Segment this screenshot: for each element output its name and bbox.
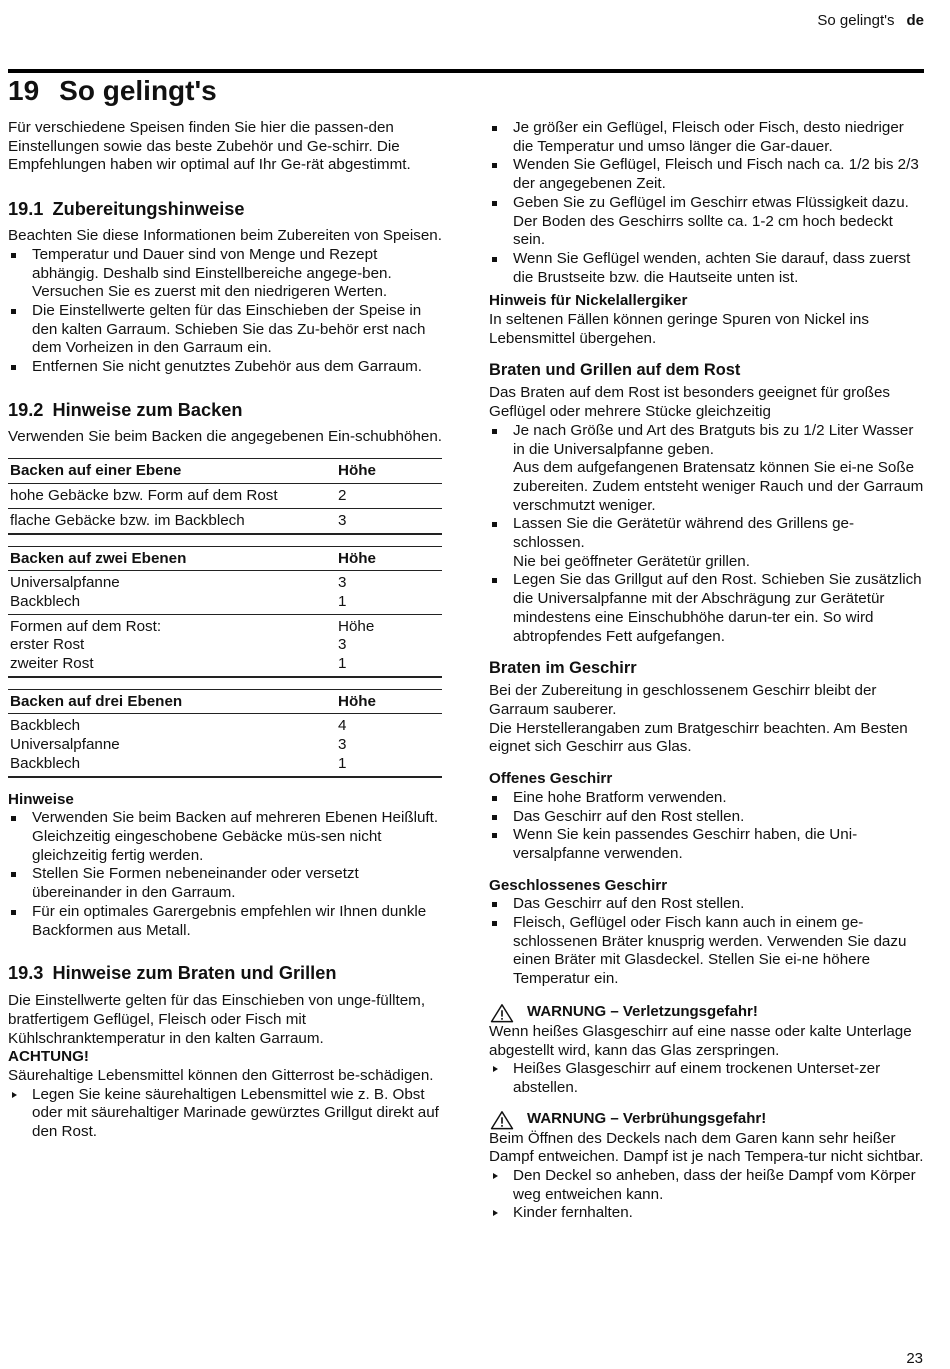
list-item: [489, 515, 925, 571]
page-number: 23: [906, 1350, 923, 1367]
section-19-1-bullets: [8, 246, 442, 377]
item-text: Lassen Sie die Gerätetür während des Grillens ge-schlossen.: [513, 515, 855, 552]
table-cell: flache Gebäcke bzw. im Backblech: [8, 508, 336, 533]
nickel-title: Hinweis für Nickelallergiker: [489, 292, 688, 310]
cell-line: Höhe: [338, 617, 375, 635]
cell-line: 1: [338, 592, 347, 610]
table-cell: 3: [336, 508, 442, 533]
list-item: Entfernen Sie nicht genutztes Zubehör aus dem Garraum.: [8, 358, 442, 377]
geschirr-p1: Bei der Zubereitung in geschlossenem Geschirr bleibt der Garraum sauberer.: [489, 682, 877, 718]
table-header-cell: Backen auf zwei Ebenen: [8, 546, 336, 571]
warning-scald-steps: [489, 1167, 925, 1223]
chapter-intro: Für verschiedene Speisen finden Sie hier die passen-den Einstellungen sowie das beste Zubehör und Ge-schirr. Die Empfehlungen haben wir optimal auf Ihr Ge-rät abgestimmt.: [8, 119, 411, 174]
left-column: [8, 119, 442, 1142]
table-cell: [8, 571, 336, 614]
geschirr-p2: Die Herstellerangaben zum Bratgeschirr beachten. Am Besten eignet sich Geschirr aus Glas.: [489, 719, 908, 756]
list-item: Wenn Sie Geflügel wenden, achten Sie darauf, dass zuerst die Brustseite bzw. die Hautseite unten ist.: [489, 250, 925, 287]
list-item: Legen Sie keine säurehaltigen Lebensmittel wie z. B. Obst oder mit säurehaltiger Marinade gewürztes Grillgut direkt auf den Rost.: [8, 1086, 442, 1142]
list-item: Geben Sie zu Geflügel im Geschirr etwas Flüssigkeit dazu. Der Boden des Geschirrs sollte ca. 1-2 cm hoch bedeckt sein.: [489, 194, 925, 250]
list-item: Heißes Glasgeschirr auf einem trockenen Unterset-zer abstellen.: [489, 1060, 925, 1097]
table-cell: [336, 614, 442, 677]
chapter-title: [8, 74, 217, 108]
table-header-cell: Höhe: [336, 546, 442, 571]
list-item: [489, 422, 925, 516]
header-rule: [8, 69, 924, 73]
table-row: [8, 484, 442, 509]
cell-line: Formen auf dem Rost:: [10, 617, 162, 635]
table-header-cell: Backen auf drei Ebenen: [8, 689, 336, 714]
list-item: Eine hohe Bratform verwenden.: [489, 789, 925, 808]
section-title: Hinweise zum Braten und Grillen: [52, 963, 337, 984]
list-item: Temperatur und Dauer sind von Menge und Rezept abhängig. Deshalb sind Einstellbereiche angege-ben. Versuchen Sie es zuerst mit den niedrigeren Werten.: [8, 246, 442, 302]
geschirr-heading: Braten im Geschirr: [489, 659, 637, 678]
geschlossen-list: [489, 895, 925, 989]
section-19-1-intro: Beachten Sie diese Informationen beim Zubereiten von Speisen.: [8, 227, 442, 245]
achtung-text: Säurehaltige Lebensmittel können den Gitterrost be-schädigen.: [8, 1067, 434, 1085]
offen-title: Offenes Geschirr: [489, 770, 613, 788]
table-cell: [8, 714, 336, 777]
section-title: Zubereitungshinweise: [52, 199, 245, 220]
geschlossen-title: Geschlossenes Geschirr: [489, 876, 668, 894]
list-item: Fleisch, Geflügel oder Fisch kann auch in einem ge-schlossenen Bräter knusprig werden. Verwenden Sie dazu einen Bräter mit Glasdeckel. Stellen Sie ei-ne höhere Temperatur ein.: [489, 914, 925, 989]
warning-title: WARNUNG – Verletzungsgefahr!: [527, 1003, 758, 1021]
list-item: Wenden Sie Geflügel, Fleisch und Fisch nach ca. 1/2 bis 2/3 der angegebenen Zeit.: [489, 156, 925, 193]
item-text: Je nach Größe und Art des Bratguts bis zu 1/2 Liter Wasser in die Universalpfanne geben.: [513, 421, 914, 458]
rost-intro: Das Braten auf dem Rost ist besonders geeignet für großes Geflügel oder mehrere Stücke gleichzeitig: [489, 384, 890, 421]
list-item: Wenn Sie kein passendes Geschirr haben, die Uni-versalpfanne verwenden.: [489, 826, 925, 863]
section-19-1-heading: [8, 198, 442, 220]
warning-injury-heading: [489, 1003, 925, 1023]
list-item: Das Geschirr auf den Rost stellen.: [489, 808, 925, 827]
cell-line: 3: [338, 636, 347, 654]
header-language: de: [906, 12, 924, 29]
list-item: Verwenden Sie beim Backen auf mehreren Ebenen Heißluft. Gleichzeitig eingeschobene Gebäcke müs-sen nicht gleichzeitig fertig werden.: [8, 809, 442, 865]
nickel-text: In seltenen Fällen können geringe Spuren von Nickel ins Lebensmittel übergehen.: [489, 311, 869, 347]
list-item: Die Einstellwerte gelten für das Einschieben der Speise in den kalten Garraum. Schieben Sie das Zu-behör erst nach dem Vorheizen in den Garraum ein.: [8, 302, 442, 358]
table-header-row: [8, 689, 442, 714]
list-item: Stellen Sie Formen nebeneinander oder versetzt übereinander in den Garraum.: [8, 865, 442, 902]
cell-line: Universalpfanne: [10, 574, 120, 592]
warning-injury-steps: [489, 1060, 925, 1097]
warning-injury-text: Wenn heißes Glasgeschirr auf eine nasse oder kalte Unterlage abgestellt wird, kann das Glas zerspringen.: [489, 1022, 912, 1059]
cell-line: erster Rost: [10, 636, 85, 654]
table-row: [8, 508, 442, 533]
list-item: Je größer ein Geflügel, Fleisch oder Fisch, desto niedriger die Temperatur und umso länger die Gar-dauer.: [489, 119, 925, 156]
section-number: 19.3: [8, 963, 44, 984]
running-header: [817, 12, 924, 31]
cell-line: Backblech: [10, 754, 81, 772]
rost-heading: Braten und Grillen auf dem Rost: [489, 361, 741, 380]
cell-line: 3: [338, 574, 347, 592]
list-item: Für ein optimales Garergebnis empfehlen wir Ihnen dunkle Backformen aus Metall.: [8, 903, 442, 940]
list-item: Legen Sie das Grillgut auf den Rost. Schieben Sie zusätzlich die Universalpfanne mit der Abschrägung zur Gerätetür mindestens eine Einschubhöhe darun-ter ein. So wird abtropfendes Fett aufgefangen.: [489, 571, 925, 646]
item-subtext: Aus dem aufgefangenen Bratensatz können Sie ei-ne Soße zubereiten. Zudem entsteht weniger Rauch und der Garraum verschmutzt weniger.: [513, 459, 924, 514]
table-header-cell: Backen auf einer Ebene: [8, 459, 336, 484]
chapter-number: 19: [8, 75, 40, 106]
section-19-3-heading: [8, 962, 442, 984]
achtung-title: ACHTUNG!: [8, 1048, 89, 1066]
table-row: [8, 714, 442, 777]
cell-line: zweiter Rost: [10, 655, 94, 673]
section-number: 19.2: [8, 399, 44, 420]
cell-line: 4: [338, 717, 347, 735]
table-header-row: [8, 546, 442, 571]
section-number: 19.1: [8, 199, 44, 220]
cell-line: 3: [338, 736, 347, 754]
table-cell: [8, 614, 336, 677]
baking-levels-table: [8, 458, 442, 777]
section-title: Hinweise zum Backen: [52, 399, 243, 420]
table-cell: [336, 571, 442, 614]
header-section-name: So gelingt's: [817, 12, 895, 29]
section-19-3-intro: Die Einstellwerte gelten für das Einschieben von unge-fülltem, bratfertigem Geflügel, Fleisch oder Fisch mit Kühlschranktemperatur in den kalten Garraum.: [8, 992, 426, 1047]
table-row: [8, 614, 442, 677]
section-19-2-intro: Verwenden Sie beim Backen die angegebenen Ein-schubhöhen.: [8, 427, 443, 445]
cell-line: Backblech: [10, 592, 81, 610]
achtung-steps: [8, 1086, 442, 1142]
table-header-cell: Höhe: [336, 689, 442, 714]
warning-triangle-icon: [489, 1003, 515, 1023]
list-item: Den Deckel so anheben, dass der heiße Dampf vom Körper weg entweichen kann.: [489, 1167, 925, 1204]
cell-line: Backblech: [10, 717, 81, 735]
item-subtext: Nie bei geöffneter Gerätetür grillen.: [513, 552, 750, 570]
offen-list: [489, 789, 925, 864]
rost-list: [489, 422, 925, 646]
section-19-2-heading: [8, 399, 442, 421]
table-header-row: [8, 459, 442, 484]
list-item: Das Geschirr auf den Rost stellen.: [489, 895, 925, 914]
table-header-cell: Höhe: [336, 459, 442, 484]
cell-line: Universalpfanne: [10, 736, 120, 754]
hinweise-title: Hinweise: [8, 790, 74, 808]
hinweise-list: [8, 809, 442, 940]
warning-scald-heading: [489, 1110, 925, 1130]
table-row: [8, 571, 442, 614]
table-cell: hohe Gebäcke bzw. Form auf dem Rost: [8, 484, 336, 509]
warning-triangle-icon: [489, 1110, 515, 1130]
right-column: [489, 119, 925, 1223]
table-cell: 2: [336, 484, 442, 509]
warning-scald-text: Beim Öffnen des Deckels nach dem Garen kann sehr heißer Dampf entweichen. Dampf ist je nach Tempera-tur nicht sichtbar.: [489, 1129, 924, 1166]
table-cell: [336, 714, 442, 777]
chapter-title-text: So gelingt's: [59, 75, 217, 106]
roasting-tips-list: [489, 119, 925, 287]
warning-title: WARNUNG – Verbrühungsgefahr!: [527, 1110, 767, 1128]
cell-line: 1: [338, 754, 347, 772]
cell-line: 1: [338, 655, 347, 673]
list-item: Kinder fernhalten.: [489, 1204, 925, 1223]
